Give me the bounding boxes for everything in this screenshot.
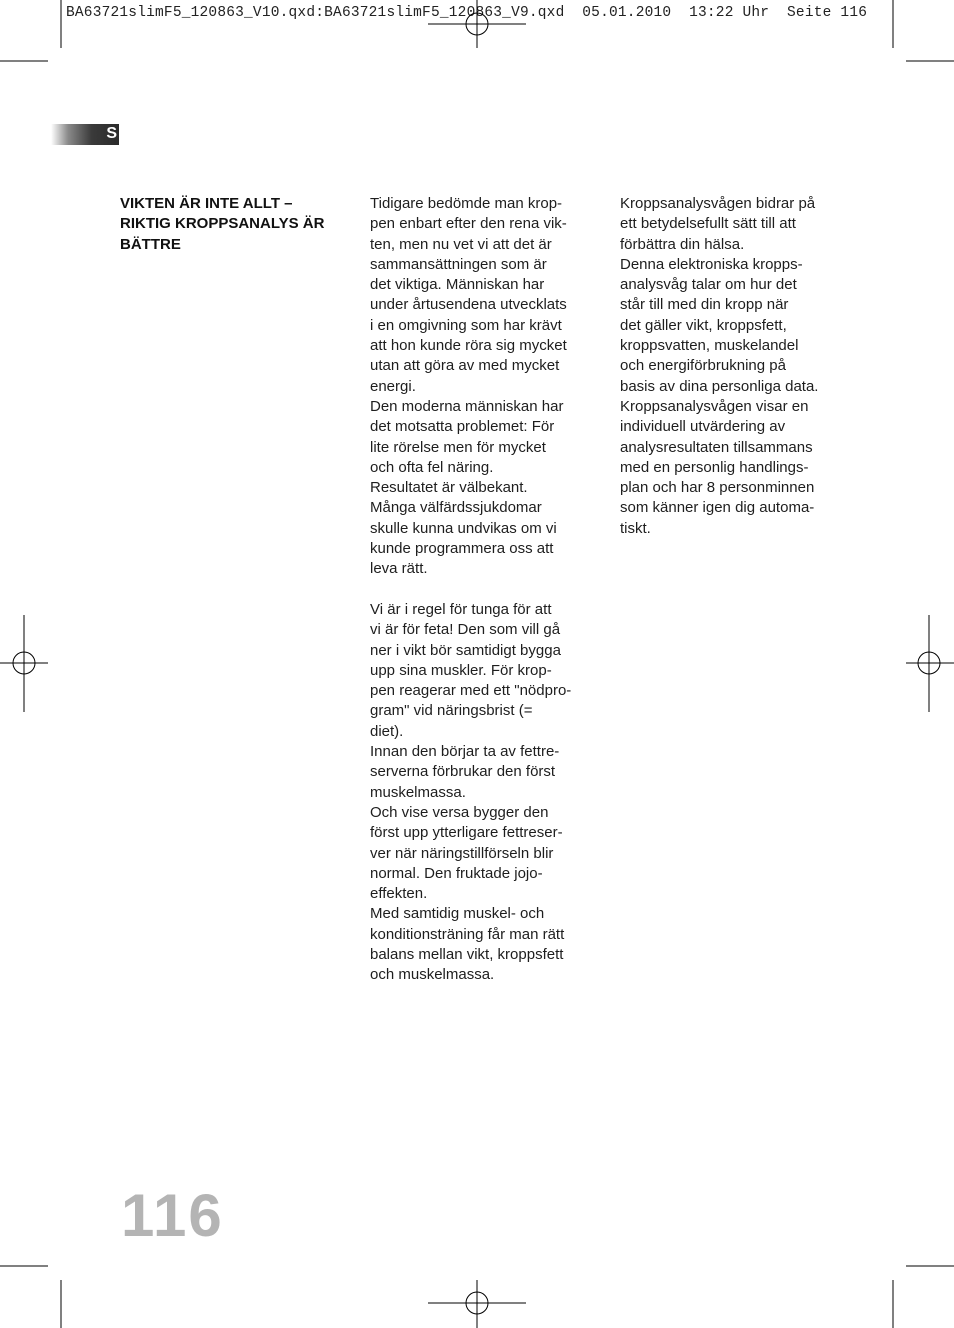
paragraph: Många välfärdssjukdomar skulle kunna undvikas om vi kunde programmera oss att leva rätt. (370, 499, 557, 578)
language-tab-label: S (106, 125, 117, 142)
paragraph: Vi är i regel för tunga för att vi är för feta! Den som vill gå ner i vikt bör samtidigt bygga upp sina muskler. För krop- pen reagerar med ett "nödpro- gram" vid näringsbrist (= diet). (370, 600, 572, 740)
registration-mark-left (0, 615, 48, 712)
paragraph: Resultatet är välbekant. (370, 479, 528, 497)
paragraph: Och vise versa bygger den först upp ytterligare fettreser- ver när näringstillförseln blir normal. Den fruktade jojo- effekten. (370, 803, 563, 903)
text-column-2 (620, 194, 840, 539)
registration-mark-bottom (428, 1280, 526, 1328)
paragraph: Med samtidig muskel- och konditionsträning får man rätt balans mellan vikt, kroppsfett och muskelmassa. (370, 905, 565, 984)
section-heading: VIKTEN ÄR INTE ALLT – RIKTIG KROPPSANALYS ÄR BÄTTRE (120, 195, 325, 253)
paragraph: Innan den börjar ta av fettre- serverna förbrukar den först muskelmassa. (370, 743, 560, 801)
paragraph: Tidigare bedömde man krop- pen enbart efter den rena vik- ten, men nu vet vi att det är sammansättningen som är det viktiga. Människan har under årtusendena utvecklats i en omgivning som har krävt att hon kunde röra sig mycket utan att göra av med mycket energi. (370, 195, 567, 395)
paragraph: Kroppsanalysvågen bidrar på ett betydelsefullt sätt till att förbättra din hälsa. (620, 195, 816, 253)
text-column-1 (370, 194, 592, 986)
paragraph: Denna elektroniska kropps- analysvåg talar om hur det står till med din kropp när det gäller vikt, kroppsfett, kroppsvatten, muskelandel och energiförbrukning på basis av dina personliga data. (620, 255, 819, 395)
registration-mark-right (906, 615, 954, 712)
print-slug: BA63721slimF5_120863_V10.qxd:BA63721slimF5_120863_V9.qxd 05.01.2010 13:22 Uhr Seite 116 (66, 5, 868, 21)
language-tab (51, 124, 119, 145)
paragraph: Kroppsanalysvågen visar en individuell utvärdering av analysresultaten tillsammans med en personlig handlings- plan och har 8 personminnen som känner igen dig automa- tiskt. (620, 397, 815, 537)
paragraph: Den moderna människan har det motsatta problemet: För lite rörelse men för mycket och ofta fel näring. (370, 397, 564, 476)
page-number: 116 (121, 1182, 224, 1249)
